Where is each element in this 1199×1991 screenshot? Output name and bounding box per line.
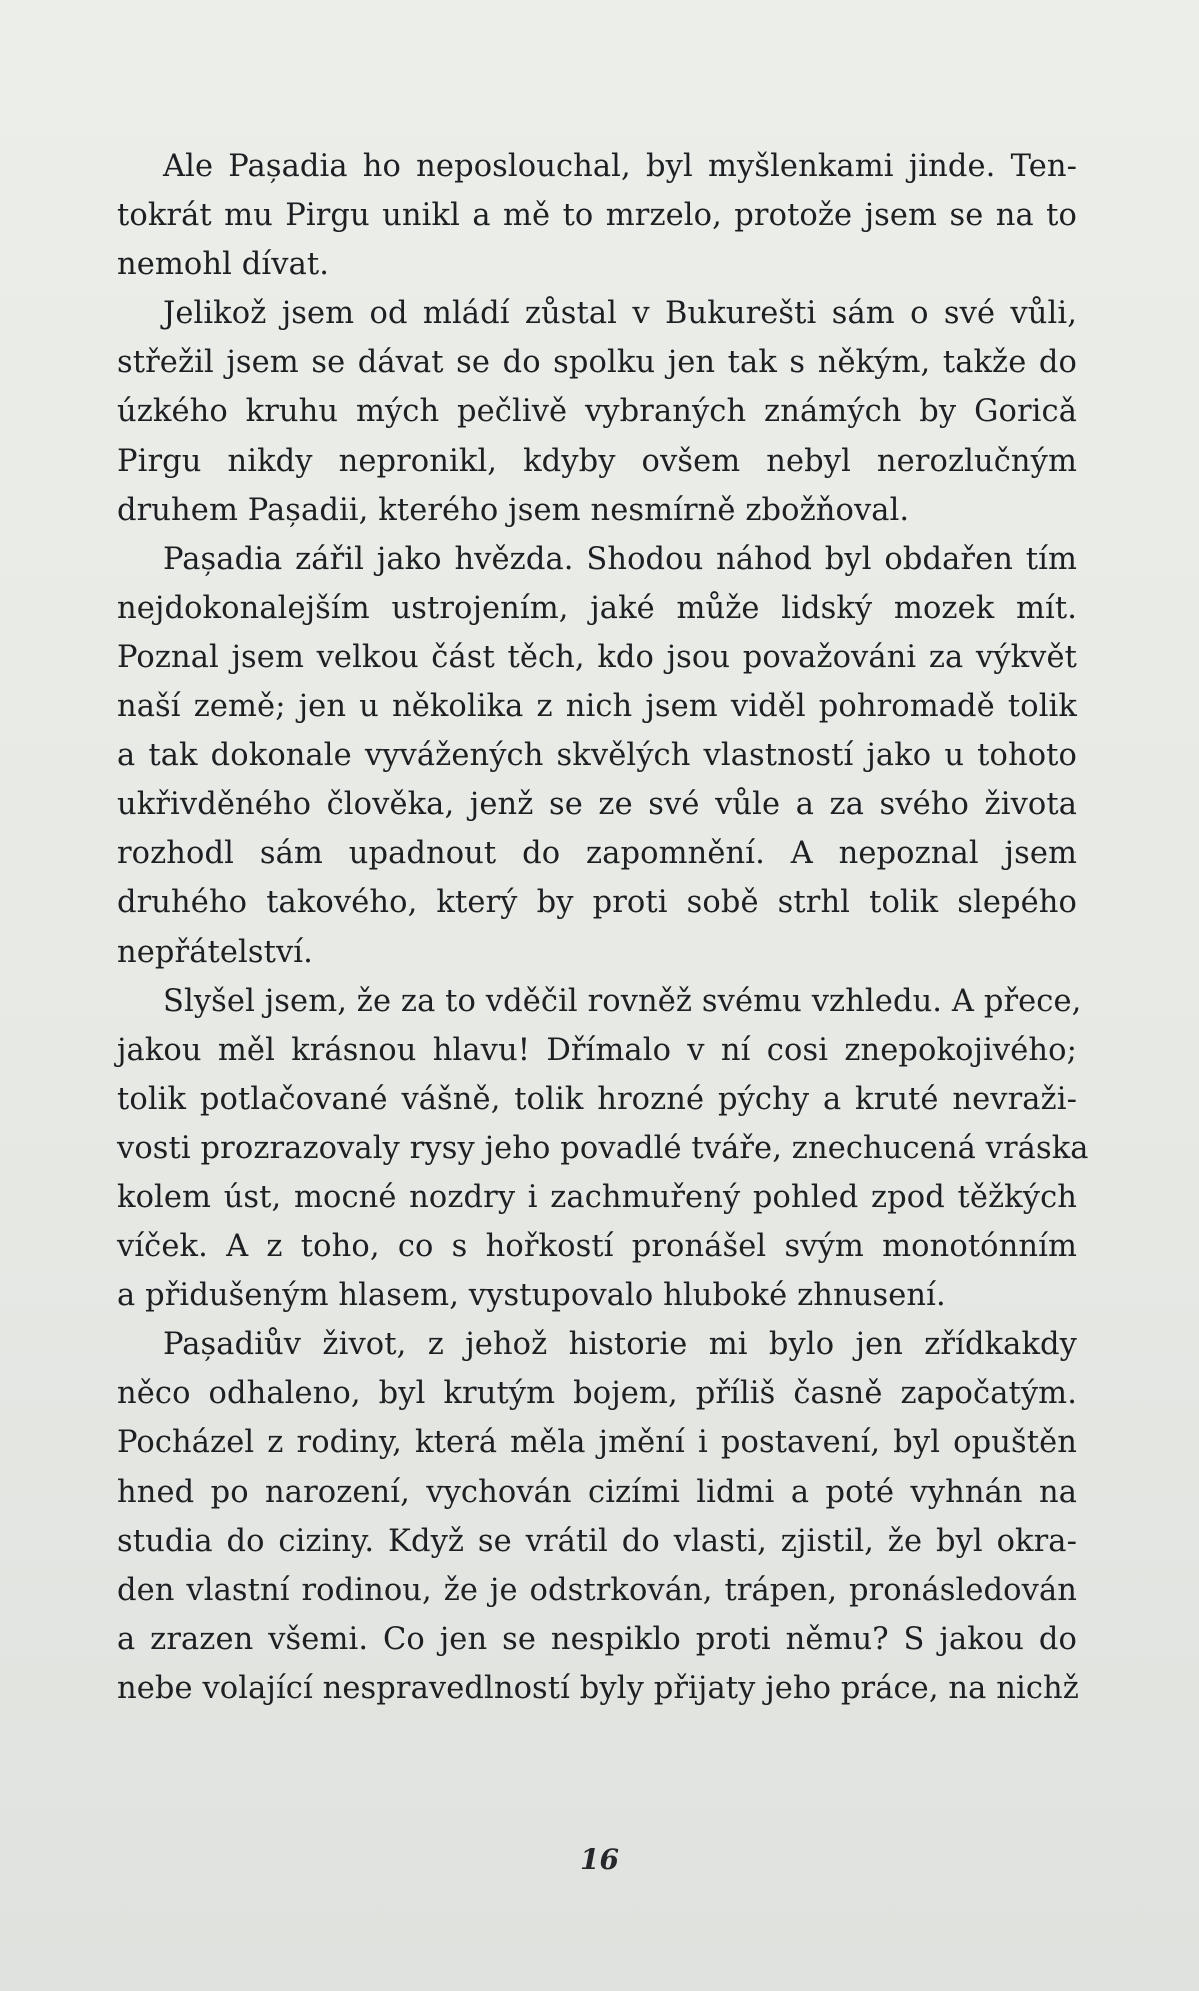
text-line: jakou měl krásnou hlavu! Dřímalo v ní cosi znepokojivého;	[117, 1032, 1077, 1068]
text-line: vosti prozrazovaly rysy jeho povadlé tváře, znechucená vráska	[117, 1130, 1089, 1166]
text-line: Ale Pașadia ho neposlouchal, byl myšlenkami jinde. Ten-	[163, 149, 1077, 184]
text-line: nemohl dívat.	[117, 247, 330, 283]
text-line: něco odhaleno, byl krutým bojem, příliš časně započatým.	[117, 1376, 1077, 1412]
page-number: 16	[580, 1843, 619, 1876]
text-line: ukřivděného člověka, jenž se ze své vůle a za svého života	[117, 787, 1077, 823]
text-line: rozhodl sám upadnout do zapomnění. A nepoznal jsem	[117, 836, 1077, 872]
text-line: Pirgu nikdy nepronikl, kdyby ovšem nebyl nerozlučným	[117, 443, 1077, 479]
text-line: a zrazen všemi. Co jen se nespiklo proti němu? S jakou do	[117, 1621, 1077, 1657]
text-line: druhem Pașadii, kterého jsem nesmírně zbožňoval.	[117, 492, 910, 528]
text-line: kolem úst, mocné nozdry i zachmuřený pohled zpod těžkých	[117, 1179, 1077, 1215]
text-line: Pașadiův život, z jehož historie mi bylo jen zřídkakdy	[163, 1327, 1077, 1363]
text-line: víček. A z toho, co s hořkostí pronášel svým monotónním	[117, 1229, 1077, 1265]
text-line: tolik potlačované vášně, tolik hrozné pýchy a kruté nevraži-	[117, 1081, 1077, 1117]
text-line: Pașadia zářil jako hvězda. Shodou náhod byl obdařen tím	[163, 541, 1077, 577]
text-line: nebe volající nespravedlností byly přijaty jeho práce, na nichž	[117, 1670, 1079, 1706]
text-line: Poznal jsem velkou část těch, kdo jsou považováni za výkvět	[117, 639, 1077, 675]
text-line: a přidušeným hlasem, vystupovalo hluboké zhnusení.	[117, 1278, 946, 1314]
text-line: naší země; jen u několika z nich jsem viděl pohromadě tolik	[117, 689, 1077, 725]
text-line: nepřátelství.	[117, 934, 313, 970]
text-line: studia do ciziny. Když se vrátil do vlasti, zjistil, že byl okra-	[117, 1523, 1077, 1559]
text-line: a tak dokonale vyvážených skvělých vlastností jako u tohoto	[117, 738, 1077, 774]
text-line: den vlastní rodinou, že je odstrkován, trápen, pronásledován	[117, 1572, 1077, 1608]
text-line: tokrát mu Pirgu unikl a mě to mrzelo, protože jsem se na to	[117, 198, 1077, 234]
text-line: druhého takového, který by proti sobě strhl tolik slepého	[117, 885, 1077, 921]
body-text	[117, 142, 1089, 1713]
text-line: nejdokonalejším ustrojením, jaké může lidský mozek mít.	[117, 590, 1077, 626]
text-line: Slyšel jsem, že za to vděčil rovněž svému vzhledu. A přece,	[163, 983, 1082, 1019]
text-line: úzkého kruhu mých pečlivě vybraných známých by Goricǎ	[117, 394, 1077, 430]
text-line: Jelikož jsem od mládí zůstal v Bukurešti sám o své vůli,	[163, 296, 1077, 332]
text-line: Pocházel z rodiny, která měla jmění i postavení, byl opuštěn	[117, 1425, 1077, 1461]
text-line: střežil jsem se dávat se do spolku jen tak s někým, takže do	[117, 345, 1077, 381]
text-line: hned po narození, vychován cizími lidmi a poté vyhnán na	[117, 1474, 1077, 1510]
